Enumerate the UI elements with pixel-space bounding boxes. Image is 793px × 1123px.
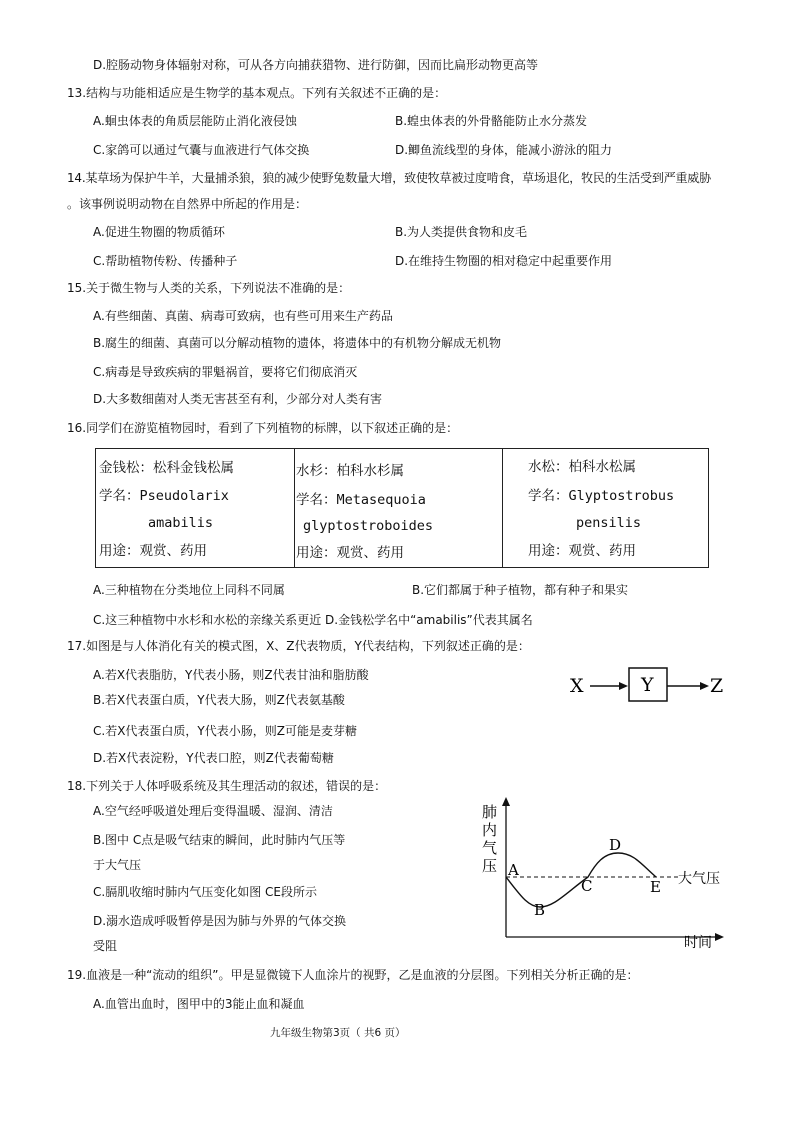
y-axis-arrow (502, 797, 510, 806)
diagram-z-label: Z (710, 675, 724, 697)
q17-option-a: A.若X代表脂肪，Y代表小肠，则Z代表甘油和脂肪酸 (93, 668, 369, 682)
point-c-label: C (581, 877, 593, 895)
q18-option-c: C.膈肌收缩时肺内气压变化如图 CE段所示 (93, 885, 317, 899)
q18-option-d-line2: 受阻 (93, 939, 118, 953)
q18-option-a: A.空气经呼吸道处理后变得温暖、湿润、清洁 (93, 804, 333, 818)
q13-stem: 13.结构与功能相适应是生物学的基本观点。下列有关叙述不正确的是： (67, 86, 447, 100)
lung-pressure-graph (470, 795, 740, 955)
q14-option-b: B.为人类提供食物和皮毛 (395, 225, 528, 239)
arrow-head (619, 682, 628, 690)
plant-label-table (95, 448, 709, 568)
q19-option-a: A.血管出血时，图甲中的3能止血和凝血 (93, 997, 305, 1011)
plant-sci-name: 学名：Metasequoia (296, 492, 426, 508)
q16-option-a: A.三种植物在分类地位上同科不同属 (93, 583, 285, 597)
q14-stem-line1: 14.某草场为保护牛羊，大量捕杀狼，狼的减少使野兔数量大增，致使牧草被过度啃食，草场退化，牧民的生活受到严重威胁 (67, 171, 711, 185)
q14-stem-line2: 。该事例说明动物在自然界中所起的作用是： (67, 197, 308, 211)
plant-sci-name-2: pensilis (576, 515, 642, 531)
ylabel-char: 气 (482, 839, 498, 857)
point-e-label: E (650, 878, 661, 896)
q14-option-c: C.帮助植物传粉、传播种子 (93, 254, 238, 268)
plant-sci-name: 学名：Pseudolarix (99, 488, 229, 504)
q16-option-cd: C.这三种植物中水杉和水松的亲缘关系更近 D.金钱松学名中“amabilis”代表其属名 (93, 613, 533, 627)
plant-name: 水松：柏科水松属 (528, 459, 636, 475)
q13-option-d: D.鲫鱼流线型的身体，能减小游泳的阻力 (395, 143, 613, 157)
diagram-x-label: X (570, 675, 584, 697)
q18-stem: 18.下列关于人体呼吸系统及其生理活动的叙述，错误的是： (67, 779, 387, 793)
ylabel-char: 内 (482, 821, 498, 839)
plant-sci-name-2: glyptostroboides (303, 518, 434, 534)
q18-option-b-line1: B.图中 C点是吸气结束的瞬间，此时肺内气压等 (93, 833, 346, 847)
q17-stem: 17.如图是与人体消化有关的模式图，X、Z代表物质，Y代表结构，下列叙述正确的是： (67, 639, 530, 653)
plant-sci-name-2: amabilis (148, 515, 214, 531)
xlabel: 时间 (684, 935, 712, 951)
ylabel-char: 压 (482, 857, 498, 875)
diagram-y-label: Y (641, 674, 654, 696)
plant-name: 金钱松：松科金钱松属 (99, 460, 234, 476)
arrow-head (700, 682, 709, 690)
point-d-label: D (609, 836, 622, 854)
plant-card-shuishan (295, 449, 502, 567)
digestion-flow-diagram (560, 660, 730, 710)
q16-option-b: B.它们都属于种子植物，都有种子和果实 (412, 583, 629, 597)
plant-use: 用途：观赏、药用 (296, 545, 404, 561)
q18-option-b-line2: 于大气压 (93, 858, 142, 872)
q18-option-d-line1: D.溺水造成呼吸暂停是因为肺与外界的气体交换 (93, 914, 347, 928)
x-axis-arrow (715, 933, 724, 941)
q15-option-a: A.有些细菌、真菌、病毒可致病，也有些可用来生产药品 (93, 309, 393, 323)
baseline-label: 大气压 (678, 871, 720, 887)
q15-stem: 15.关于微生物与人类的关系，下列说法不准确的是： (67, 281, 351, 295)
q14-option-d: D.在维持生物圈的相对稳定中起重要作用 (395, 254, 613, 268)
q12-option-d: D.腔肠动物身体辐射对称，可从各方向捕获猎物、进行防御，因而比扁形动物更高等 (93, 58, 539, 72)
plant-use: 用途：观赏、药用 (99, 543, 207, 559)
q16-stem: 16.同学们在游览植物园时，看到了下列植物的标牌，以下叙述正确的是： (67, 421, 459, 435)
plant-name: 水杉：柏科水杉属 (296, 463, 404, 479)
q17-option-d: D.若X代表淀粉，Y代表口腔，则Z代表葡萄糖 (93, 751, 334, 765)
q15-option-d: D.大多数细菌对人类无害甚至有利，少部分对人类有害 (93, 392, 383, 406)
page-footer: 九年级生物第3页（ 共6 页） (270, 1027, 406, 1039)
q17-option-c: C.若X代表蛋白质，Y代表小肠，则Z可能是麦芽糖 (93, 724, 357, 738)
q13-option-c: C.家鸽可以通过气囊与血液进行气体交换 (93, 143, 310, 157)
point-a-label: A (508, 861, 519, 879)
plant-use: 用途：观赏、药用 (528, 543, 636, 559)
q14-option-a: A.促进生物圈的物质循环 (93, 225, 225, 239)
q13-option-b: B.蝗虫体表的外骨骼能防止水分蒸发 (395, 114, 588, 128)
point-b-label: B (534, 901, 546, 919)
q13-option-a: A.蛔虫体表的角质层能防止消化液侵蚀 (93, 114, 297, 128)
q17-option-b: B.若X代表蛋白质，Y代表大肠，则Z代表氨基酸 (93, 693, 345, 707)
plant-card-jinqiansong (96, 449, 294, 567)
plant-sci-name: 学名：Glyptostrobus (528, 488, 675, 504)
plant-card-shuisong (503, 449, 708, 567)
q19-stem: 19.血液是一种“流动的组织”。甲是显微镜下人血涂片的视野，乙是血液的分层图。下列相关分析正确的是： (67, 968, 639, 982)
ylabel-char: 肺 (482, 803, 498, 821)
q15-option-c: C.病毒是导致疾病的罪魁祸首，要将它们彻底消灭 (93, 365, 358, 379)
q15-option-b: B.腐生的细菌、真菌可以分解动植物的遗体，将遗体中的有机物分解成无机物 (93, 336, 502, 350)
